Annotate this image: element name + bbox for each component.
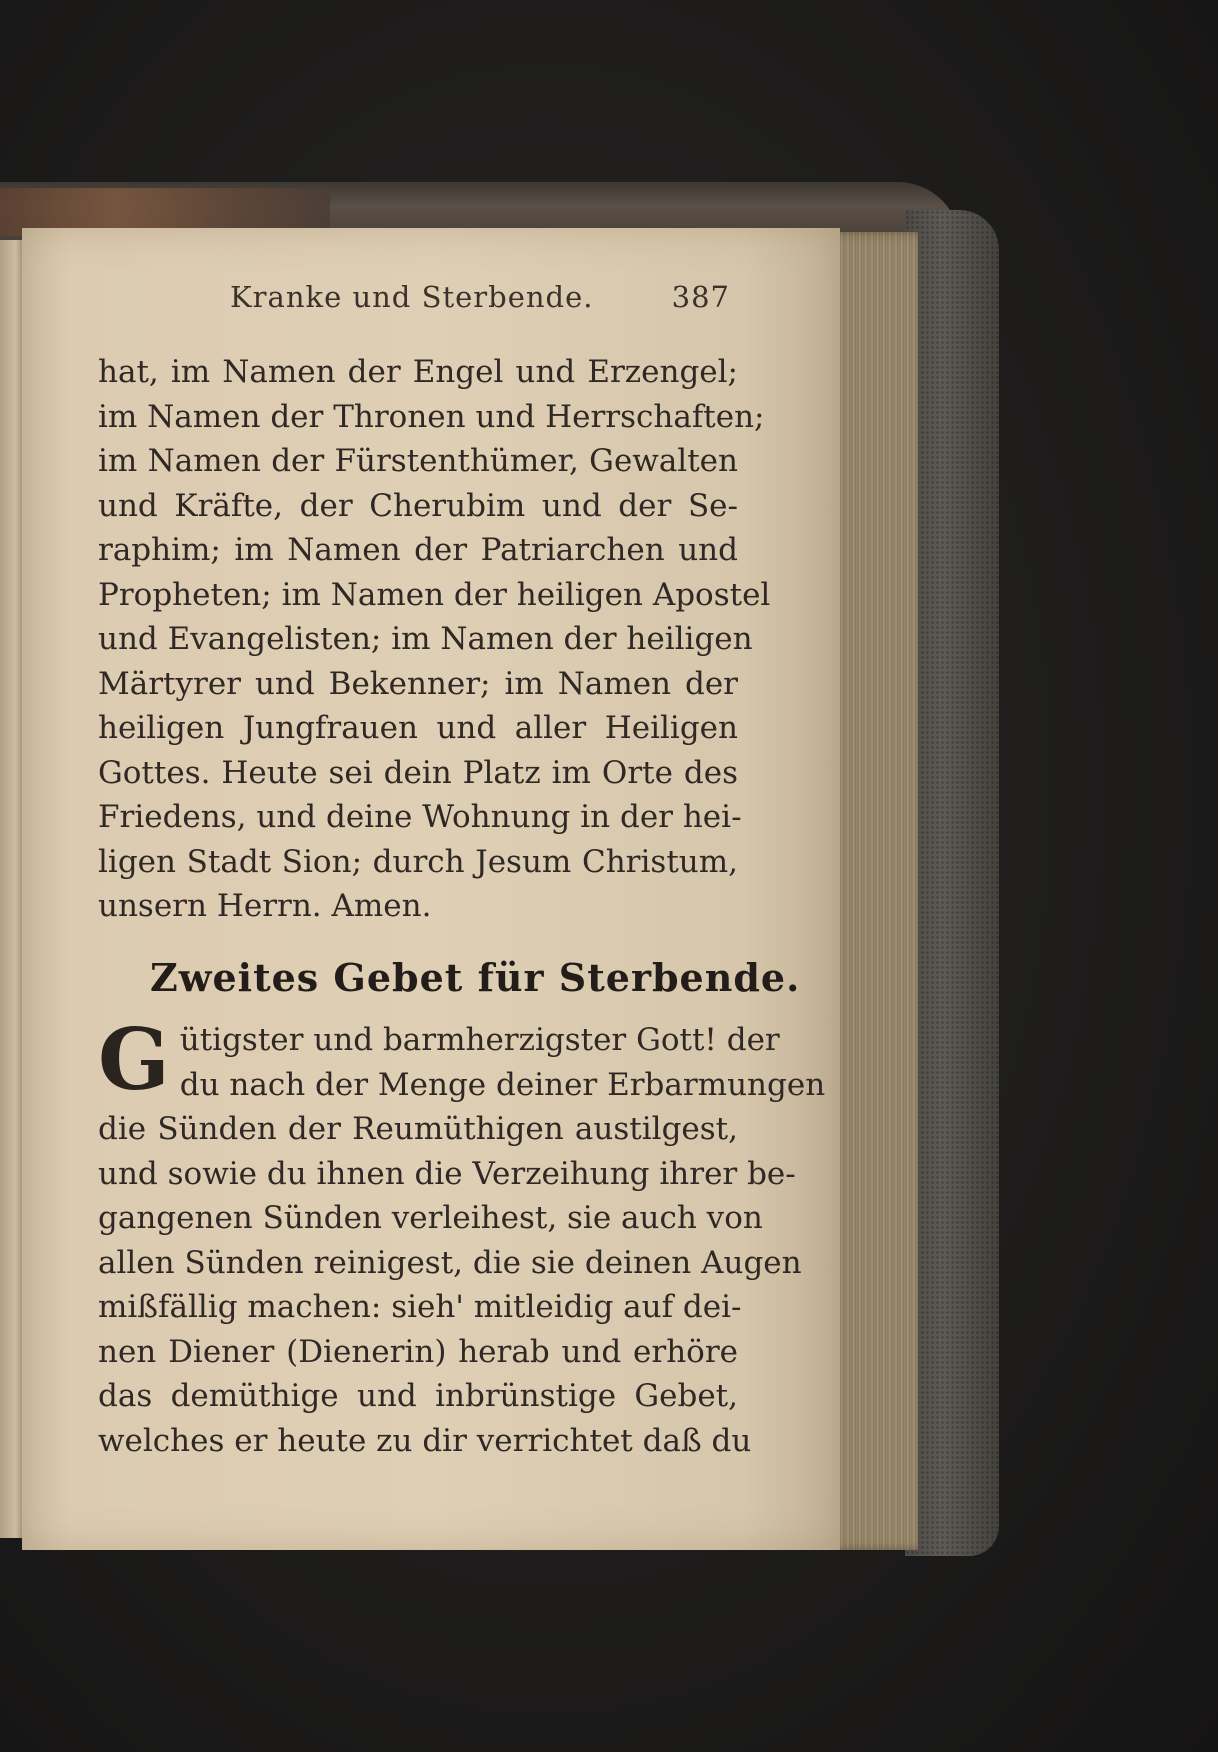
text-line: allen Sünden reinigest, die sie deinen Augen xyxy=(98,1244,802,1281)
text-line: Märtyrer und Bekenner; im Namen der xyxy=(98,665,738,702)
running-title: Kranke und Sterbende. xyxy=(230,280,594,314)
text-line: nen Diener (Dienerin) herab und erhöre xyxy=(98,1333,738,1370)
text-line: du nach der Menge deiner Erbarmungen xyxy=(179,1066,826,1103)
text-line: ligen Stadt Sion; durch Jesum Christum, xyxy=(98,843,738,880)
text-line: und Evangelisten; im Namen der heiligen xyxy=(98,621,753,657)
text-line: im Namen der Thronen und Herrschaften; xyxy=(98,398,765,435)
text-line: Friedens, und deine Wohnung in der hei- xyxy=(98,799,742,835)
text-line: ütigster und barmherzigster Gott! der xyxy=(179,1022,780,1058)
drop-cap: G xyxy=(98,1010,170,1109)
text-line: Propheten; im Namen der heiligen Apostel xyxy=(98,576,771,613)
text-line: das demüthige und inbrünstige Gebet, xyxy=(98,1378,738,1414)
page-number: 387 xyxy=(671,280,730,314)
text-line: welches er heute zu dir verrichtet daß du xyxy=(98,1422,752,1459)
section-heading: Zweites Gebet für Sterbende. xyxy=(150,955,801,1000)
book-cover-right-edge xyxy=(905,210,999,1556)
running-header xyxy=(230,280,730,314)
text-line: raphim; im Namen der Patriarchen und xyxy=(98,532,738,568)
text-line: heiligen Jungfrauen und aller Heiligen xyxy=(98,710,738,746)
text-line: gangenen Sünden verleihest, sie auch von xyxy=(98,1200,763,1236)
text-line: mißfällig machen: sieh' mitleidig auf dei- xyxy=(98,1289,742,1325)
text-line: Gottes. Heute sei dein Platz im Orte des xyxy=(98,754,738,791)
body-text xyxy=(98,350,771,929)
text-line: und Kräfte, der Cherubim und der Se- xyxy=(98,487,738,524)
prayer-text xyxy=(98,1010,826,1463)
text-line: und sowie du ihnen die Verzeihung ihrer be- xyxy=(98,1155,796,1192)
text-line: die Sünden der Reumüthigen austilgest, xyxy=(98,1111,738,1147)
text-line: im Namen der Fürstenthümer, Gewalten xyxy=(98,443,738,479)
text-line: unsern Herrn. Amen. xyxy=(98,888,432,924)
text-line: hat, im Namen der Engel und Erzengel; xyxy=(98,354,738,390)
